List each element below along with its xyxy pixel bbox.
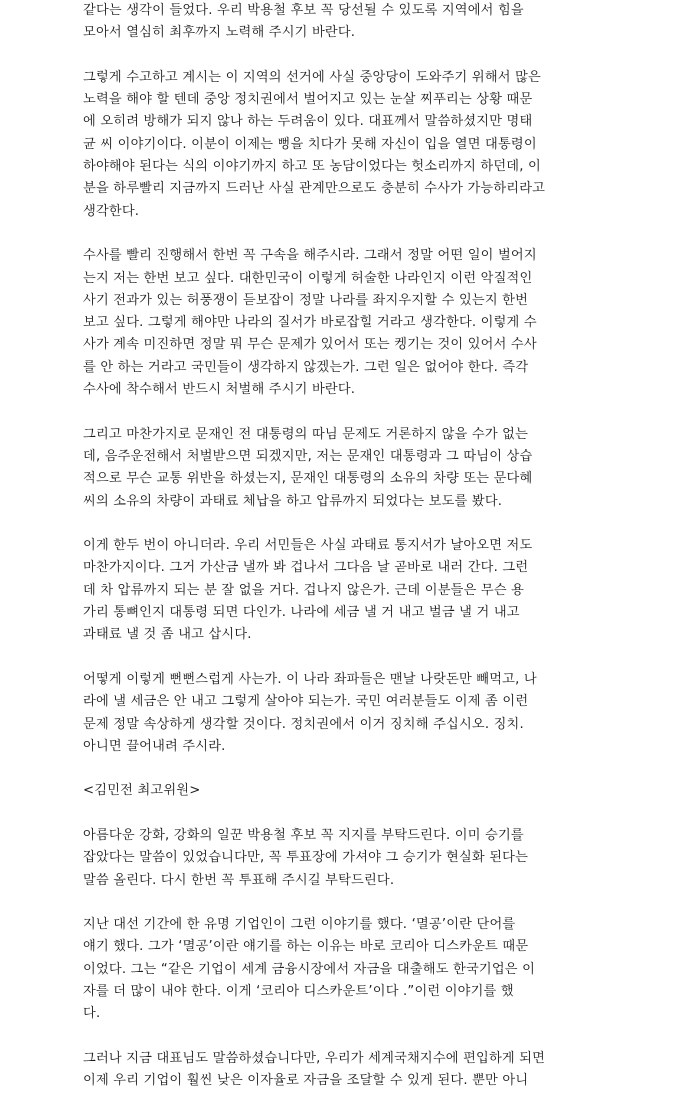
paragraph [83, 0, 615, 45]
paragraph-gap [83, 45, 615, 67]
paragraph [83, 669, 615, 758]
text-line: 사기 전과가 있는 허풍쟁이 듣보잡이 정말 나라를 좌지우지할 수 있는지 한번 [83, 292, 529, 308]
paragraph-gap [83, 647, 615, 669]
text-line: 를 안 하는 거라고 국민들이 생각하지 않겠는가. 그런 일은 없어야 한다. 즉각 [83, 359, 529, 375]
paragraph [83, 825, 615, 892]
text-line: 모아서 열심히 최후까지 노력해 주시기 바란다. [83, 25, 356, 41]
text-line: 가리 통뼈인지 대통령 되면 다인가. 나라에 세금 낼 거 내고 벌금 낼 거 내고 [83, 605, 520, 621]
paragraph [83, 67, 615, 223]
paragraph [83, 245, 615, 401]
text-line: 아름다운 강화, 강화의 일꾼 박용철 후보 꼭 지지를 부탁드린다. 이미 승기를 [83, 827, 524, 843]
text-line: 잡았다는 말씀이 있었습니다만, 꼭 투표장에 가셔야 그 승기가 현실화 된다는 [83, 850, 529, 866]
paragraph-gap [83, 513, 615, 535]
text-line: 데, 음주운전해서 처벌받으면 되겠지만, 저는 문재인 대통령과 그 따님이 상습 [83, 448, 533, 464]
paragraph-gap [83, 1026, 615, 1048]
text-line: 과태료 낼 것 좀 내고 삽시다. [83, 627, 252, 643]
text-line: 씨의 소유의 차량이 과태료 체납을 하고 압류까지 되었다는 보도를 봤다. [83, 493, 503, 509]
text-line: 에 오히려 방해가 되지 않나 하는 두려움이 있다. 대표께서 말씀하셨지만 명태 [83, 114, 533, 130]
text-line: 수사를 빨리 진행해서 한번 꼭 구속을 해주시라. 그래서 정말 어떤 일이 벌어지 [83, 248, 537, 264]
text-line: 균 씨 이야기이다. 이분이 이제는 뻥을 치다가 못해 자신이 입을 열면 대통령이 [83, 136, 537, 152]
text-line: 데 차 압류까지 되는 분 잘 없을 거다. 겁나지 않은가. 근데 이분들은 무슨 용 [83, 582, 525, 598]
text-line: 그리고 마찬가지로 문재인 전 대통령의 따님 문제도 거론하지 않을 수가 없는 [83, 426, 529, 442]
paragraph [83, 1048, 615, 1093]
text-line: 하야해야 된다는 식의 이야기까지 하고 또 농담이었다는 헛소리까지 하던데, 이 [83, 159, 541, 175]
text-line: 어떻게 이렇게 뻔뻔스럽게 사는가. 이 나라 좌파들은 맨날 나랏돈만 빼먹고, 나 [83, 671, 537, 687]
paragraph-gap [83, 223, 615, 245]
text-line: 그렇게 수고하고 계시는 이 지역의 선거에 사실 중앙당이 도와주기 위해서 많은 [83, 69, 541, 85]
text-line: 지난 대선 기간에 한 유명 기업인이 그런 이야기를 했다. ‘멸공’이란 단어를 [83, 917, 516, 933]
paragraph [83, 424, 615, 513]
text-line: 문제 정말 속상하게 생각할 것이다. 정치권에서 이거 징치해 주십시오. 징치. [83, 716, 524, 732]
document-page [83, 0, 615, 1093]
text-line: 이게 한두 번이 아니더라. 우리 서민들은 사실 과태료 통지서가 날아오면 저도 [83, 538, 533, 554]
paragraph [83, 914, 615, 1025]
paragraph [83, 780, 615, 802]
text-line: 마찬가지이다. 그거 가산금 낼까 봐 겁나서 그다음 날 곧바로 내러 간다. 그런 [83, 560, 529, 576]
text-line: 같다는 생각이 들었다. 우리 박용철 후보 꼭 당선될 수 있도록 지역에서 힘을 [83, 3, 524, 18]
paragraph-gap [83, 758, 615, 780]
text-line: 생각한다. [83, 203, 140, 219]
text-line: 노력을 해야 할 텐데 중앙 정치권에서 벌어지고 있는 눈살 찌푸리는 상황 때문 [83, 92, 533, 108]
text-line: 이제 우리 기업이 훨씬 낮은 이자율로 자금을 조달할 수 있게 된다. 뿐만 아니 [83, 1073, 529, 1089]
text-line: 수사에 착수해서 반드시 처벌해 주시기 바란다. [83, 382, 356, 398]
text-line: 이었다. 그는 “같은 기업이 세계 금융시장에서 자금을 대출해도 한국기업은 이 [83, 961, 536, 977]
text-line: 보고 싶다. 그렇게 해야만 나라의 질서가 바로잡힐 거라고 생각한다. 이렇게 수 [83, 315, 537, 331]
text-line: 아니면 끌어내려 주시라. [83, 738, 226, 754]
paragraph-gap [83, 803, 615, 825]
text-line: 적으로 무슨 교통 위반을 하셨는지, 문재인 대통령의 소유의 차량 또는 문다혜 [83, 471, 533, 487]
text-line: 사가 계속 미진하면 정말 뭐 무슨 문제가 있어서 또는 켕기는 것이 있어서 수사 [83, 337, 537, 353]
text-line: 얘기 했다. 그가 ‘멸공’이란 얘기를 하는 이유는 바로 코리아 디스카운트 때문 [83, 939, 529, 955]
text-line: 분을 하루빨리 지금까지 드러난 사실 관계만으로도 충분히 수사가 가능하리라고 [83, 181, 546, 197]
text-line: 라에 낼 세금은 안 내고 그렇게 살아야 되는가. 국민 여러분들도 이제 좀 이런 [83, 694, 529, 710]
text-line: 그러나 지금 대표님도 말씀하셨습니다만, 우리가 세계국채지수에 편입하게 되면 [83, 1050, 546, 1066]
paragraph [83, 535, 615, 646]
paragraph-gap [83, 892, 615, 914]
text-line: <김민전 최고위원> [83, 783, 201, 799]
text-line: 말씀 올린다. 다시 한번 꼭 투표해 주시길 부탁드린다. [83, 872, 395, 888]
paragraph-gap [83, 401, 615, 423]
text-line: 다. [83, 1006, 101, 1022]
text-line: 는지 저는 한번 보고 싶다. 대한민국이 이렇게 허술한 나라인지 이런 악질적인 [83, 270, 533, 286]
text-line: 자를 더 많이 내야 한다. 이게 ‘코리아 디스카운트’이다 .”이런 이야기를 했 [83, 984, 514, 1000]
